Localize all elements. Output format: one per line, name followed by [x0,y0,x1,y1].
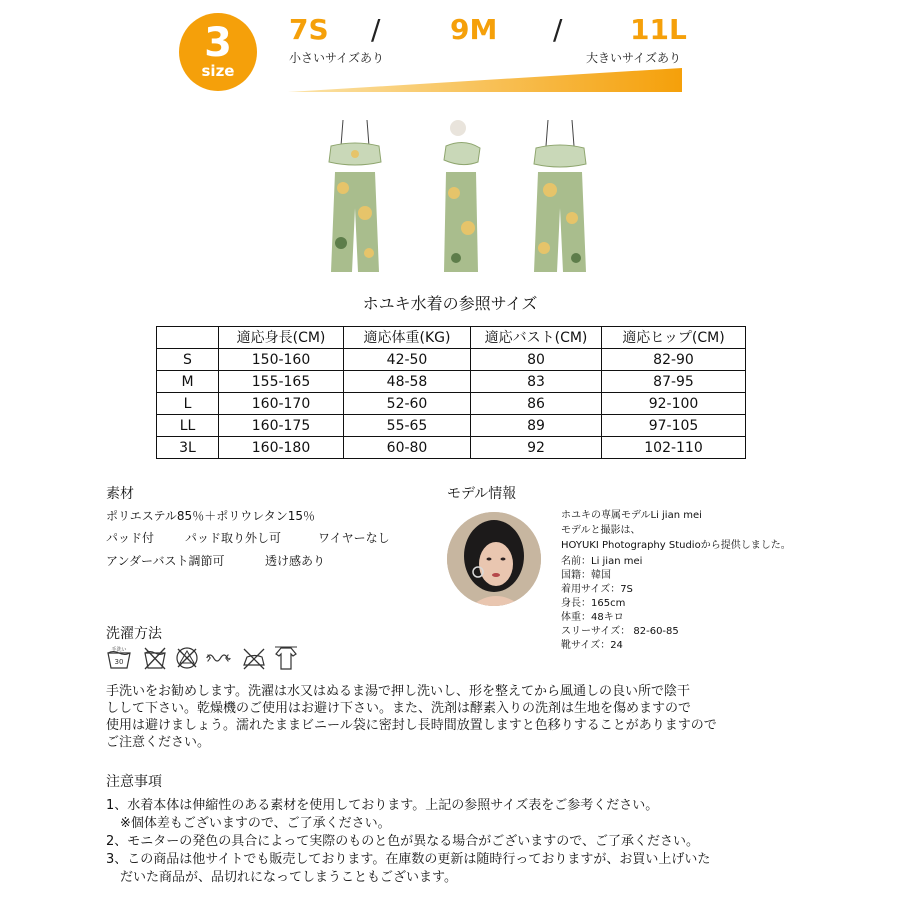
table-cell: 55-65 [344,415,471,437]
material-title: 素材 [106,486,134,502]
model-three-size: スリーサイズ： 82-60-85 [561,626,679,637]
table-cell: 160-170 [219,393,344,415]
garment-back-image [530,118,590,278]
model-intro-line3: HOYUKI Photography Studioから提供しました。 [561,540,791,551]
table-cell: 89 [471,415,602,437]
material-composition: ポリエステル85％＋ポリウレタン15％ [106,509,315,523]
table-row [157,349,746,371]
wash-temperature: 30 [114,658,124,666]
feature-pad: パッド付 [106,531,155,545]
table-cell: 150-160 [219,349,344,371]
table-cell: 155-165 [219,371,344,393]
table-cell: M [157,371,219,393]
table-row [157,415,746,437]
note-item-1: 1、水着本体は伸縮性のある素材を使用しております。上記の参照サイズ表をご参考ください。 [106,798,659,813]
feature-underbust: アンダーバスト調節可 [106,554,225,568]
feature-pad-removable: パッド取り外し可 [185,531,282,545]
table-cell: 82-90 [602,349,746,371]
table-row [157,393,746,415]
model-intro-line1: ホユキの専属モデルLi jian mei [561,510,702,521]
no-bleach-icon [142,645,168,671]
table-cell: 3L [157,437,219,459]
table-cell: S [157,349,219,371]
table-header-row [157,327,746,349]
table-cell: 42-50 [344,349,471,371]
size-separator: / [553,13,563,46]
small-size-note: 小さいサイズあり [289,51,385,65]
feature-no-wire: ワイヤーなし [318,531,390,545]
size-large-label: 11L [630,13,687,46]
size-chart-title: ホユキ水着の参照サイズ [362,294,538,313]
no-tumble-dry-icon [174,645,200,671]
table-cell: 60-80 [344,437,471,459]
model-worn-size: 着用サイズ：7S [561,584,633,595]
model-info-title: モデル情報 [447,486,517,502]
table-cell: 86 [471,393,602,415]
washing-text-line: ご注意ください。 [106,735,211,750]
table-header-cell: 適応ヒップ(CM) [602,327,746,349]
note-item-2: 2、モニターの発色の具合によって実際のものと色が異なる場合がございますので、ご了承ください。 [106,834,700,849]
table-cell: LL [157,415,219,437]
model-shoe-size: 靴サイズ：24 [561,640,623,651]
size-count-badge [179,13,257,91]
size-separator: / [371,13,381,46]
washing-title: 洗濯方法 [106,626,162,642]
table-cell: 92 [471,437,602,459]
garment-front-image [325,118,385,278]
badge-number: 3 [204,20,232,66]
table-cell: 48-58 [344,371,471,393]
model-intro-line2: モデルと撮影は、 [561,525,641,536]
note-item-3: 3、この商品は他サイトでも販売しております。在庫数の更新は随時行っておりますが、お買い上げいた [106,852,711,867]
note-item-3-cont: だいた商品が、品切れになってしまうこともございます。 [120,870,457,885]
table-cell: 102-110 [602,437,746,459]
garment-side-image [432,118,492,278]
badge-word: size [201,62,235,80]
table-row [157,437,746,459]
size-range-wedge [288,68,682,94]
notes-title: 注意事項 [106,774,162,790]
table-row [157,371,746,393]
feature-sheer: 透け感あり [265,554,326,568]
size-mid-label: 9M [450,13,498,46]
table-cell: 92-100 [602,393,746,415]
model-country: 国籍：韓国 [561,570,611,581]
hand-wash-30-icon [106,645,132,671]
table-cell: 52-60 [344,393,471,415]
table-header-cell [157,327,219,349]
model-weight: 体重：48キロ [561,612,624,623]
wash-hand-label: 手洗い [111,647,127,653]
table-cell: 160-180 [219,437,344,459]
size-small-label: 7S [289,13,329,46]
model-portrait [447,512,541,606]
wring-gently-icon [205,645,231,671]
no-iron-icon [241,645,267,671]
table-cell: 97-105 [602,415,746,437]
table-cell: L [157,393,219,415]
washing-text-line: しして下さい。乾燥機のご使用はお避け下さい。また、洗剤は酵素入りの洗剤は生地を傷めますので [106,701,692,716]
table-cell: 80 [471,349,602,371]
note-item-1-sub: ※個体差もございますので、ご了承ください。 [120,816,391,831]
table-cell: 83 [471,371,602,393]
table-cell: 160-175 [219,415,344,437]
table-header-cell: 適応身長(CM) [219,327,344,349]
size-chart-table [156,326,746,459]
washing-text-line: 手洗いをお勧めします。洗濯は水又はぬるま湯で押し洗いし、形を整えてから風通しの良い所で陰干 [106,684,690,699]
washing-text-line: 使用は避けましょう。濡れたままビニール袋に密封し長時間放置しますと色移りすることがありますので [106,718,717,733]
model-name: 名前：Li jian mei [561,556,643,567]
dry-in-shade-icon [273,645,299,671]
table-header-cell: 適応バスト(CM) [471,327,602,349]
table-header-cell: 適応体重(KG) [344,327,471,349]
large-size-note: 大きいサイズあり [586,51,682,65]
table-cell: 87-95 [602,371,746,393]
model-height: 身長：165cm [561,598,626,609]
